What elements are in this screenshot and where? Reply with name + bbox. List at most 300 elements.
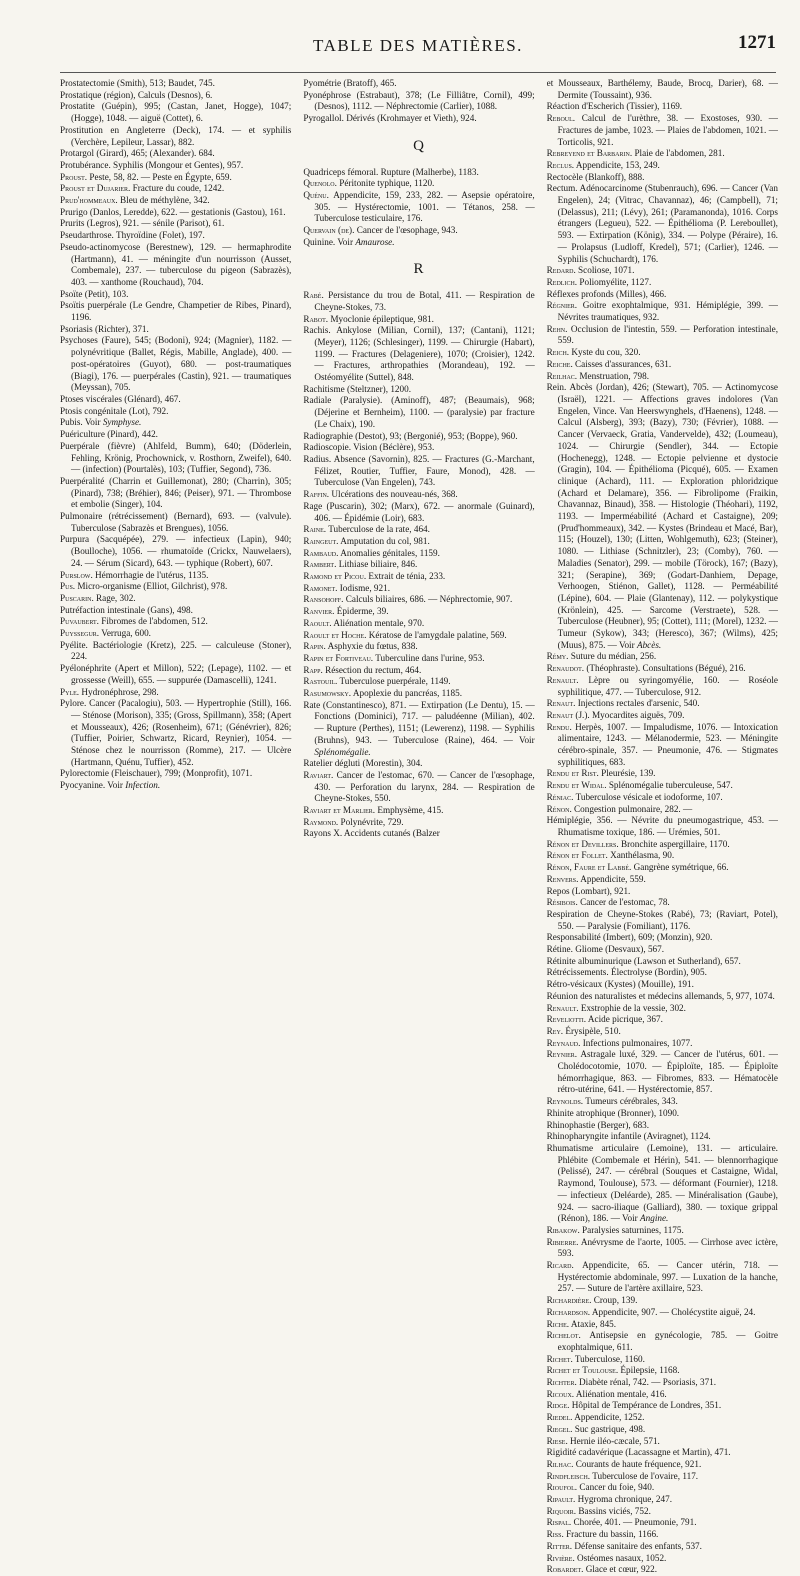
entry-author: Rénon et Follet. [546, 850, 608, 861]
entry-text: Micro-organisme (Elliot, Gilchrist), 978. [77, 581, 228, 592]
entry-text: Plaie de l'abdomen, 281. [634, 148, 725, 159]
index-entry [303, 225, 534, 237]
index-entry [547, 909, 778, 932]
index-entry [60, 394, 291, 406]
entry-author: Résibois. [546, 897, 578, 908]
entry-text: Iodisme, 921. [339, 582, 390, 593]
index-entry [547, 113, 778, 148]
index-entry [60, 429, 291, 441]
entry-text: Réunion des naturalistes et médecins allemands, 5, 977, 1074. [546, 990, 775, 1001]
entry-author: Raffin. [303, 489, 330, 500]
entry-author: Raine. [303, 524, 327, 535]
entry-text: Psoïte (Petit), 103. [60, 288, 129, 299]
index-entry [303, 395, 534, 430]
entry-author: Proust. [60, 171, 88, 182]
entry-author: Raymond. [303, 816, 339, 827]
entry-text: Radioscopie. Vision (Béclère), 953. [303, 442, 435, 453]
entry-text: Épilepsie, 1168. [620, 1365, 680, 1376]
entry-author: Richet. [546, 1353, 573, 1364]
entry-author: Ricard. [546, 1260, 574, 1271]
entry-author: Raviart et Marlier. [303, 805, 376, 816]
entry-text: Cancer de l'estomac, 670. — Cancer de l'œsophage, 430. — Perforation du larynx, 284. — Respiration de Cheyne-Stokes, 550. [314, 769, 535, 804]
entry-author: Riss. [546, 1529, 564, 1540]
entry-text: Ataxie, 845. [570, 1318, 617, 1329]
index-entry [60, 148, 291, 160]
index-entry [60, 476, 291, 511]
index-entry [547, 780, 778, 792]
index-entry [547, 382, 778, 651]
entry-text: Puériculture (Pinard), 442. [60, 429, 158, 440]
index-entry [60, 78, 291, 90]
index-entry [60, 324, 291, 336]
entry-text: Tuberculine dans l'urine, 953. [375, 652, 485, 663]
entry-text: Rétinite albuminurique (Lawson et Sutherland), 657. [546, 955, 741, 966]
entry-author: Rénon et Devillers. [546, 838, 619, 849]
index-entry [547, 944, 778, 956]
index-entry [547, 1038, 778, 1050]
entry-text: Pyrogallol. Dérivés (Krohmayer et Vieth), 924. [303, 113, 477, 124]
entry-text: Rachis. Ankylose (Milian, Cornil), 137; (Cantani), 1121; (Meyer), 1126; (Schlesinger), 1199. — Chirurgie (Habart), 1199. — Fractures (Delageniere), 1070; (Croisier), 1242. — Fractures, arthropathies (Morandeau), 192. — Ostéomyélite (Suttel), 848. [303, 325, 535, 383]
entry-author: Puvaubert. [60, 616, 99, 627]
entry-author: Robardet. [546, 1564, 584, 1575]
index-entry [547, 804, 778, 816]
entry-author: Rapp. [303, 664, 323, 675]
index-entry [547, 698, 778, 710]
entry-author: Pus. [60, 581, 76, 592]
section-letter: R [413, 261, 425, 278]
index-entry [303, 641, 534, 653]
entry-author: Reclus. [546, 159, 575, 170]
index-entry [303, 90, 534, 113]
section-letter: Q [413, 137, 425, 154]
entry-text: Cancer de l'œsophage, 943. [356, 225, 458, 236]
entry-text: Rachitisme (Steltzner), 1200. [303, 383, 411, 394]
entry-text: Cancer du foie, 940. [579, 1482, 655, 1493]
entry-text: et Mousseaux, Barthélemy, Baude, Brocq, Darier), 68. — Dermite (Toussaint), 936. [546, 78, 778, 100]
index-column-3 [547, 78, 778, 1576]
entry-see-also: Symphyse. [102, 417, 142, 428]
index-entry [547, 183, 778, 265]
entry-text: Responsabilité (Imbert), 609; (Monzin), 920. [546, 932, 713, 943]
entry-text: Radiale (Paralysie). (Aminoff), 487; (Beaumais), 968; (Déjerine et Bernheim), 1100. — (paralysie) par fracture (Le Chaix), 190. [303, 395, 535, 429]
index-entry [303, 190, 534, 225]
index-entry [303, 559, 534, 571]
index-entry [547, 101, 778, 113]
entry-text: Lithiase biliaire, 846. [338, 559, 418, 570]
entry-author: Rénon, Faure et Labbé. [546, 862, 632, 873]
index-columns [60, 78, 778, 1575]
index-entry [303, 548, 534, 560]
entry-text: Hydronéphrose, 298. [81, 686, 159, 697]
entry-author: Ribakow. [546, 1224, 580, 1235]
entry-text: Puerpérale (fièvre) (Ahlfeld, Bumm), 640; (Döderlein, Fehling, Krönig, Prochownick, v. Rosthorn, Zweifel), 640. — (infection) (Pourtalès), 103; (Tuffier, Segond), 736. [60, 440, 292, 475]
entry-author: Ramonet. [303, 582, 338, 593]
entry-text: Purpura (Sacquépée), 279. — infectieux (Lapin), 940; (Boulloche), 1056. — rhumatoïde (Crickx, Nauwelaers), 24. — Sérum (Sicard), 643. — typhique (Robert), 607. [60, 534, 292, 568]
entry-text: Polynévrite, 729. [340, 816, 404, 827]
index-entry [547, 347, 778, 359]
entry-text: Pyonéphrose (Estrabaut), 378; (Le Filliâtre, Cornil), 499; (Desnos), 1112. — Néphrectomie (Carlier), 1088. [303, 89, 535, 112]
entry-text: Tuberculose de l'ovaire, 117. [592, 1470, 699, 1481]
index-entry [60, 406, 291, 418]
entry-text: Rhinopharyngite infantile (Aviragnet), 1124. [546, 1131, 711, 1142]
entry-author: Raviart. [303, 769, 334, 780]
entry-author: Rey. [546, 1025, 564, 1036]
page-title: TABLE DES MATIÈRES. [313, 36, 523, 55]
entry-text: Rate (Constantinesco), 871. — Extirpation (Le Dentu), 15. — Fonctions (Dominici), 717. — paludéenne (Milian), 402. — Rupture (Perthes), 1151; (Lewerenz), 1198. — Syphilis (Bruhns), 943. — Tuberculose (Raine), 464. — Voir [303, 699, 535, 745]
entry-text: Psoriasis (Richter), 371. [60, 323, 149, 334]
entry-text: Quadriceps fémoral. Rupture (Malherbe), 1183. [303, 166, 479, 177]
entry-author: Richardson. [546, 1306, 591, 1317]
entry-text: Bronchite aspergillaire, 1170. [620, 838, 730, 849]
entry-author: Pyle. [60, 686, 80, 697]
index-entry [547, 78, 778, 101]
index-entry [547, 862, 778, 874]
index-entry [303, 489, 534, 501]
entry-text: Pylore. Cancer (Pacalogiu), 503. — Hypertrophie (Still), 166. — Sténose (Morison), 335; (Gross, Spillmann), 358; (Apert et Mousseaux), 426; (Rosenheim), 671; (Génévrier), 826; (Tuffier, Poirier, Schwartz, Ricard, Reynier), 1054. — Sténose chez le nourrisson (Romme), 217. — Ulcère (Hartmann, Quénu, Tuffier), 452. [60, 698, 292, 767]
index-entry [303, 178, 534, 190]
index-entry [547, 160, 778, 172]
index-entry [303, 454, 534, 489]
index-entry [303, 630, 534, 642]
index-entry [60, 101, 291, 124]
entry-text: Gangrène symétrique, 66. [633, 862, 729, 873]
index-entry [60, 417, 291, 429]
index-entry [547, 1237, 778, 1260]
entry-text: Poliomyélite, 1127. [579, 276, 652, 287]
index-entry [547, 289, 778, 301]
entry-text: Protubérance. Syphilis (Mongour et Gentes), 957. [60, 159, 244, 170]
entry-author: Puyssegur. [60, 628, 100, 639]
entry-text: Radiographie (Destot), 93; (Bergonié), 953; (Boppe), 960. [303, 430, 518, 441]
entry-text: Aliénation mentale, 416. [575, 1388, 667, 1399]
index-entry [547, 1471, 778, 1483]
index-entry [547, 172, 778, 184]
entry-author: Redlich. [546, 276, 578, 287]
entry-author: Ritter. [546, 1540, 573, 1551]
entry-text: Menstruation, 798. [579, 370, 650, 381]
entry-author: Rendu. [546, 721, 572, 732]
entry-text: Pseudo-actinomycose (Berestnew), 129. — hermaphrodite (Hartmann), 41. — méningite d'un nourrisson (Ausset, Combemale), 237. — tuberculose du pigeon (Sabrazès), 403. — xanthome (Rouchaud), 704. [60, 241, 292, 287]
entry-author: Renault. [546, 1002, 579, 1013]
entry-text: Pyélonéphrite (Apert et Millon), 522; (Lepage), 1102. — et grossesse (Weill), 655. — suppurée (Damascelli), 1241. [60, 663, 292, 685]
entry-text: Goitre exophtalmique, 931. Hémiplégie, 399. — Névrites traumatiques, 932. [557, 300, 778, 323]
entry-text: Injections rectales d'arsenic, 540. [577, 698, 700, 709]
index-entry [303, 113, 534, 125]
index-entry [303, 78, 534, 90]
entry-author: Riese. [546, 1435, 568, 1446]
index-entry [547, 1354, 778, 1366]
index-entry [547, 722, 778, 769]
entry-author: Quervain (de). [303, 225, 355, 236]
entry-text: Rein. Abcès (Jordan), 426; (Stewart), 705. — Actinomycose (Israël), 1221. — Affections graves indolores (Van Engelen, Vince. Van Heerswynghels, d'Haenens), 1248. — Calcul (Alsberg), 393; (Bazy), 730; (Février), 1088. — Cancer (Vervaeck, Gratia, Vandervelde), 432; (Loumeau), 1024. — Chirurgie (Sendler), 344. — Ectopie (Hochenegg), 1248. — Ectopie pelvienne et dystocie (Gragin), 104. — Épithélioma (Picqué), 605. — Examen clinique (Achard), 111. — Exploration phloridzique (Achard et Delamare), 356. — Fibrolipome (Fraikin, Chavannaz, Binaud), 358. — Histologie (Théohari), 1192, 1193. — Imperméabilité (Achard et Castaigne), 209; (Prud'hommeaux), 342. — Kystes (Brindeau et Macé, Bar), 115; (Houzel), 130; (Litten, Wohlgemuth), 623; (Steiner), 1080. — Lithiase (Schnitzler), 23; (Comby), 760. — Maladies (Senator), 299. — mobile (Törock), 167; (Bazy), 321; (Serapine), 369; (Godart-Danhiem, Depage, Verhoogen, Stiénon, Gallet), 1128. — Perméabilité (Lépine), 604. — Plaie (Glantenay), 112. — polykystique (Krönlein), 425. — Sarcome (Verstraete), 528. — Tuberculose (Heubner), 95; (Cottet), 111; (Morel), 1232. — Tumeur (Sykow), 343; (Heresco), 367; (Wilms), 425; (Muus), 875. — Voir [546, 382, 778, 650]
entry-text: Appendicite, 159, 233, 282. — Asepsie opératoire, 305. — Hystérectomie, 1001. — Tétanos, 258. — Tuberculose testiculaire, 176. [314, 189, 535, 224]
entry-see-also: Splénomégalie. [314, 746, 371, 757]
entry-text: Hôpital de Tempérance de Londres, 351. [571, 1400, 722, 1411]
index-entry [303, 606, 534, 618]
index-entry [60, 663, 291, 686]
index-entry [60, 90, 291, 102]
entry-text: Rage (Puscarin), 302; (Marx), 672. — anormale (Guinard), 406. — Épidémie (Loir), 683. [303, 500, 535, 523]
entry-author: Ranvier. [303, 606, 335, 617]
entry-text: Protargol (Girard), 465; (Alexander). 684. [60, 148, 215, 159]
entry-author: Ramond et Picou. [303, 571, 367, 582]
index-entry [547, 897, 778, 909]
index-entry [303, 290, 534, 313]
index-entry [547, 1541, 778, 1553]
entry-author: Richter. [546, 1377, 577, 1388]
index-entry [303, 237, 534, 249]
index-entry [547, 1120, 778, 1132]
entry-text: Prostatique (région), Calculs (Desnos), 6. [60, 89, 213, 100]
entry-text: (Théophraste). Consultations (Bégué), 216. [586, 663, 746, 674]
entry-text: Astragale luxé, 329. — Cancer de l'utérus, 601. — Cholédocotomie, 1070. — Épiploïte, 185. — Épiploïte hémorrhagique, 863. — Fibromes, 833. — Hématocèle rétro-utérine, 641. — Hystérectomie, 857. [557, 1049, 778, 1095]
index-entry [547, 1459, 778, 1471]
index-entry [60, 183, 291, 195]
index-entry [60, 640, 291, 663]
index-entry [60, 172, 291, 184]
entry-author: Reiche. [546, 358, 573, 369]
entry-text: Pyélite. Bactériologie (Kretz), 225. — calculeuse (Stoner), 224. [60, 639, 292, 662]
index-entry [547, 1365, 778, 1377]
entry-text: Érysipèle, 510. [565, 1025, 621, 1036]
entry-text: Acide picrique, 367. [587, 1014, 663, 1025]
entry-text: Réflexes profonds (Milles), 466. [546, 288, 667, 299]
index-entry [303, 665, 534, 677]
index-entry [60, 605, 291, 617]
index-entry [547, 1143, 778, 1225]
entry-text: Diabète rénal, 742. — Psoriasis, 371. [579, 1377, 717, 1388]
entry-author: Reboul. [546, 113, 576, 124]
index-entry [303, 524, 534, 536]
entry-author: Richet et Toulouse. [546, 1365, 619, 1376]
entry-text: Peste, 58, 82. — Peste en Égypte, 659. [89, 171, 232, 182]
entry-text: Bleu de méthylène, 342. [120, 195, 210, 206]
index-entry [60, 768, 291, 780]
index-entry [547, 1482, 778, 1494]
index-entry [547, 710, 778, 722]
entry-text: Scoliose, 1071. [578, 265, 635, 276]
entry-author: Réniac. [546, 791, 574, 802]
entry-text: Hémiplégie, 356. — Névrite du pneumogastrique, 453. — Rhumatisme toxique, 186. — Urémies, 501. [546, 815, 778, 837]
entry-author: Renaut. [546, 698, 576, 709]
entry-text: Asphyxie du fœtus, 838. [327, 641, 418, 652]
index-entry [547, 324, 778, 347]
entry-text: Ostéomes nasaux, 1052. [577, 1552, 667, 1563]
entry-text: Suc gastrique, 498. [574, 1423, 646, 1434]
index-entry [60, 300, 291, 323]
entry-text: Tuberculose, 1160. [574, 1353, 645, 1364]
entry-text: Repos (Lombart), 921. [546, 885, 631, 896]
entry-text: Prostitution en Angleterre (Deck), 174. — et syphilis (Verchère, Lepileur, Lassar), 882. [60, 124, 292, 147]
index-entry [547, 1517, 778, 1529]
entry-text: Caisses d'assurances, 631. [575, 358, 672, 369]
index-entry [547, 1225, 778, 1237]
entry-text: Ptoses viscérales (Glénard), 467. [60, 393, 181, 404]
index-entry [303, 571, 534, 583]
entry-text: Radius. Absence (Savornin), 825. — Fractures (G.-Marchant, Félizet, Routier, Tuffier, Faure, Monod), 428. — Tuberculose (Van Engelen), 743. [303, 453, 535, 488]
entry-author: Puscarin. [60, 592, 94, 603]
index-entry [303, 325, 534, 384]
index-entry [547, 991, 778, 1003]
entry-see-also: Amaurose. [355, 236, 395, 247]
entry-text: Amputation du col, 981. [340, 535, 430, 546]
entry-text: Rhinite atrophique (Bronner), 1090. [546, 1107, 680, 1118]
entry-text: Prostatite (Guépin), 995; (Castan, Janet, Hogge), 1047; (Hogge), 1048. — aiguë (Cottet), 6. [60, 101, 292, 124]
index-entry [547, 886, 778, 898]
entry-author: Ribierre. [546, 1236, 579, 1247]
index-entry [547, 768, 778, 780]
entry-text: Rage, 302. [96, 592, 136, 603]
entry-text: Calculs biliaires, 686. — Néphrectomie, 907. [345, 594, 513, 605]
entry-author: Quénu. [303, 189, 329, 200]
index-entry [547, 265, 778, 277]
entry-text: Verruga, 600. [101, 628, 151, 639]
entry-text: Antisepsie en gynécologie, 785. — Goitre exophtalmique, 611. [557, 1330, 778, 1352]
entry-text: Puerpéralité (Charrin et Guillemonat), 280; (Charrin), 305; (Pinard), 738; (Bréhier), 846; (Peiser), 971. — Thrombose et embolie (Singer), 104. [60, 475, 292, 510]
entry-text: Rétrécissements. Électrolyse (Bordin), 905. [546, 967, 707, 978]
entry-text: Congestion pulmonaire, 282. — [574, 803, 693, 814]
entry-text: Lèpre ou syringomyélie, 160. — Roséole syphilitique, 477. — Tuberculose, 912. [557, 674, 778, 697]
entry-text: Appendicite, 65. — Cancer utérin, 718. — Hystérectomie abdominale, 997. — Luxation de la hanche, 257. — Suture de l'artère axillaire, 523. [557, 1260, 778, 1294]
index-entry [60, 511, 291, 534]
index-entry [547, 815, 778, 838]
index-entry [547, 277, 778, 289]
entry-see-also: Infection. [125, 780, 161, 791]
index-entry [547, 1412, 778, 1424]
entry-text: Ptosis congénitale (Lot), 792. [60, 405, 169, 416]
index-entry [60, 581, 291, 593]
index-entry [303, 442, 534, 454]
entry-text: Anévrysme de l'aorte, 1005. — Cirrhose avec ictère, 593. [557, 1236, 778, 1259]
entry-author: Régnier. [546, 300, 578, 311]
entry-author: Rebreyend et Barbarin. [546, 148, 633, 159]
entry-text: Suture du médian, 256. [570, 651, 657, 662]
entry-author: Rénon. [546, 803, 572, 814]
index-entry [60, 534, 291, 569]
entry-text: Résection du rectum, 464. [325, 664, 422, 675]
index-entry [303, 618, 534, 630]
entry-text: Pulmonaire (rétrécissement) (Bernard), 693. — (valvule). Tuberculose (Sabrazès et Brengues), 1056. [60, 511, 292, 533]
entry-text: Croup, 139. [593, 1295, 638, 1306]
index-entry [547, 1330, 778, 1353]
entry-text: Rectocèle (Blankoff), 888. [546, 171, 645, 182]
entry-text: Prostatectomie (Smith), 513; Baudet, 745. [60, 78, 215, 88]
index-entry [303, 700, 534, 759]
index-entry [303, 583, 534, 595]
index-entry [547, 1003, 778, 1015]
entry-text: Appendicite, 907. — Cholécystite aiguë, 24. [591, 1306, 756, 1317]
entry-text: Cancer de l'estomac, 78. [580, 897, 670, 908]
index-entry [547, 148, 778, 160]
entry-text: Fracture du coude, 1242. [132, 183, 225, 194]
entry-text: Putréfaction intestinale (Gans), 498. [60, 604, 193, 615]
index-entry [547, 967, 778, 979]
index-entry [60, 125, 291, 148]
index-entry [547, 1319, 778, 1331]
index-entry [303, 676, 534, 688]
entry-author: Rivière. [546, 1552, 575, 1563]
entry-text: Rétro-vésicaux (Kystes) (Mouille), 191. [546, 979, 694, 990]
entry-text: Occlusion de l'intestin, 559. — Perforation intestinale, 559. [557, 323, 778, 346]
entry-text: Psoïtis puerpérale (Le Gendre, Champetier de Ribes, Pinard), 1196. [60, 300, 292, 323]
entry-author: Renaudot. [546, 663, 585, 674]
index-column-1 [60, 78, 291, 1576]
index-entry [303, 805, 534, 817]
entry-author: Rabé. [303, 290, 324, 301]
entry-author: Reilhac. [546, 370, 578, 381]
entry-text: Rhinophastie (Berger), 683. [546, 1119, 650, 1130]
entry-text: Ratelier dégluti (Morestin), 304. [303, 758, 423, 769]
index-entry [547, 1564, 778, 1576]
entry-text: Fibromes de l'abdomen, 512. [101, 616, 208, 627]
entry-author: Ricoux. [546, 1388, 575, 1399]
index-entry [547, 1494, 778, 1506]
index-entry [303, 758, 534, 770]
entry-author: Rambert. [303, 559, 337, 570]
index-entry [303, 501, 534, 524]
index-entry [547, 651, 778, 663]
entry-text: Courants de haute fréquence, 921. [575, 1458, 702, 1469]
index-entry [60, 687, 291, 699]
index-entry [547, 359, 778, 371]
entry-text: Prurits (Legros), 921. — sénile (Parisot), 61. [60, 218, 225, 229]
index-entry [60, 207, 291, 219]
index-entry [303, 167, 534, 179]
entry-text: Pseudarthrose. Thyroïdine (Folet), 197. [60, 230, 205, 241]
entry-text: Chorée, 401. — Pneumonie, 791. [573, 1517, 697, 1528]
index-entry [60, 289, 291, 301]
entry-see-also: Angine. [640, 1213, 669, 1224]
index-entry [303, 817, 534, 829]
entry-text: Tuberculose vésicale et iodoforme, 107. [575, 791, 723, 802]
entry-text: Psychoses (Faure), 545; (Bodoni), 924; (Magnier), 1182. — polynévritique (Ballet, Régis, Mabille, Anglade), 400. — post-opératoires (Guyot), 680. — post-traumatiques (Biagi), 176. — puerpérales (Castin), 921. — traumatiques (Meyssan), 705. [60, 335, 292, 393]
entry-text: Épiderme, 39. [336, 606, 389, 617]
entry-author: Rendu et Rist. [546, 768, 599, 779]
entry-text: Rectum. Adénocarcinome (Stubenrauch), 696. — Cancer (Van Engelen), 24; (Vitrac, Chavannaz), 46; (Campbell), 71; (Delassus), 211; (Lévy), 261; (Paramanonda), 1016. Corps étrangers (Legueu), 522. — Épithélioma (P. Lereboullet), 593. — Extirpation (König), 334. — Polype (Péraire), 16. — Prolapsus (Ludloff, Kredel), 571; (Carlier), 1246. — Syphilis (Schuchardt), 176. [546, 183, 778, 264]
page-number: 1271 [738, 32, 776, 53]
index-entry [547, 839, 778, 851]
index-entry [303, 536, 534, 548]
index-entry [547, 1529, 778, 1541]
entry-author: Richardière. [546, 1295, 592, 1306]
index-entry [547, 1506, 778, 1518]
entry-text: Pyométrie (Bratoff), 465. [303, 78, 397, 88]
entry-text: Emphysème, 415. [377, 805, 444, 816]
entry-text: Péritonite typhique, 1120. [339, 178, 435, 189]
index-entry [547, 874, 778, 886]
entry-author: Quenolo. [303, 178, 337, 189]
entry-author: Raingeut. [303, 535, 339, 546]
entry-text: Quinine. Voir [303, 236, 354, 247]
entry-author: Rambaud. [303, 547, 339, 558]
entry-author: Reich. [546, 347, 570, 358]
index-entry [303, 594, 534, 606]
index-entry [60, 160, 291, 172]
index-entry [547, 371, 778, 383]
index-entry [303, 770, 534, 805]
entry-text: Rhumatisme articulaire (Lemoine), 131. — articulaire. Phlébite (Combemale et Hérin), 541. — blennorrhagique (Pelissé), 247. — cérébral (Souques et Castaigne, Widal, Raymond, Toulouse), 573. — déformant (Fournier), 1218. — infectieux (Deléarde), 285. — Minéralisation (Gaube), 924. — sacro-iliaque (Galliard), 380. — toxique grippal (Rénon), 186. — Voir [546, 1142, 778, 1224]
entry-author: Riquoir. [546, 1505, 577, 1516]
entry-text: Appendicite, 153, 249. [575, 159, 660, 170]
index-entry [303, 653, 534, 665]
entry-author: Riedel. [546, 1412, 573, 1423]
entry-text: Aliénation mentale, 970. [333, 617, 425, 628]
entry-text: Tumeurs cérébrales, 343. [585, 1096, 678, 1107]
entry-author: Rapin. [303, 641, 326, 652]
index-entry [303, 431, 534, 443]
entry-text: Xanthélasma, 90. [610, 850, 675, 861]
entry-text: Apoplexie du pancréas, 1185. [352, 688, 463, 699]
